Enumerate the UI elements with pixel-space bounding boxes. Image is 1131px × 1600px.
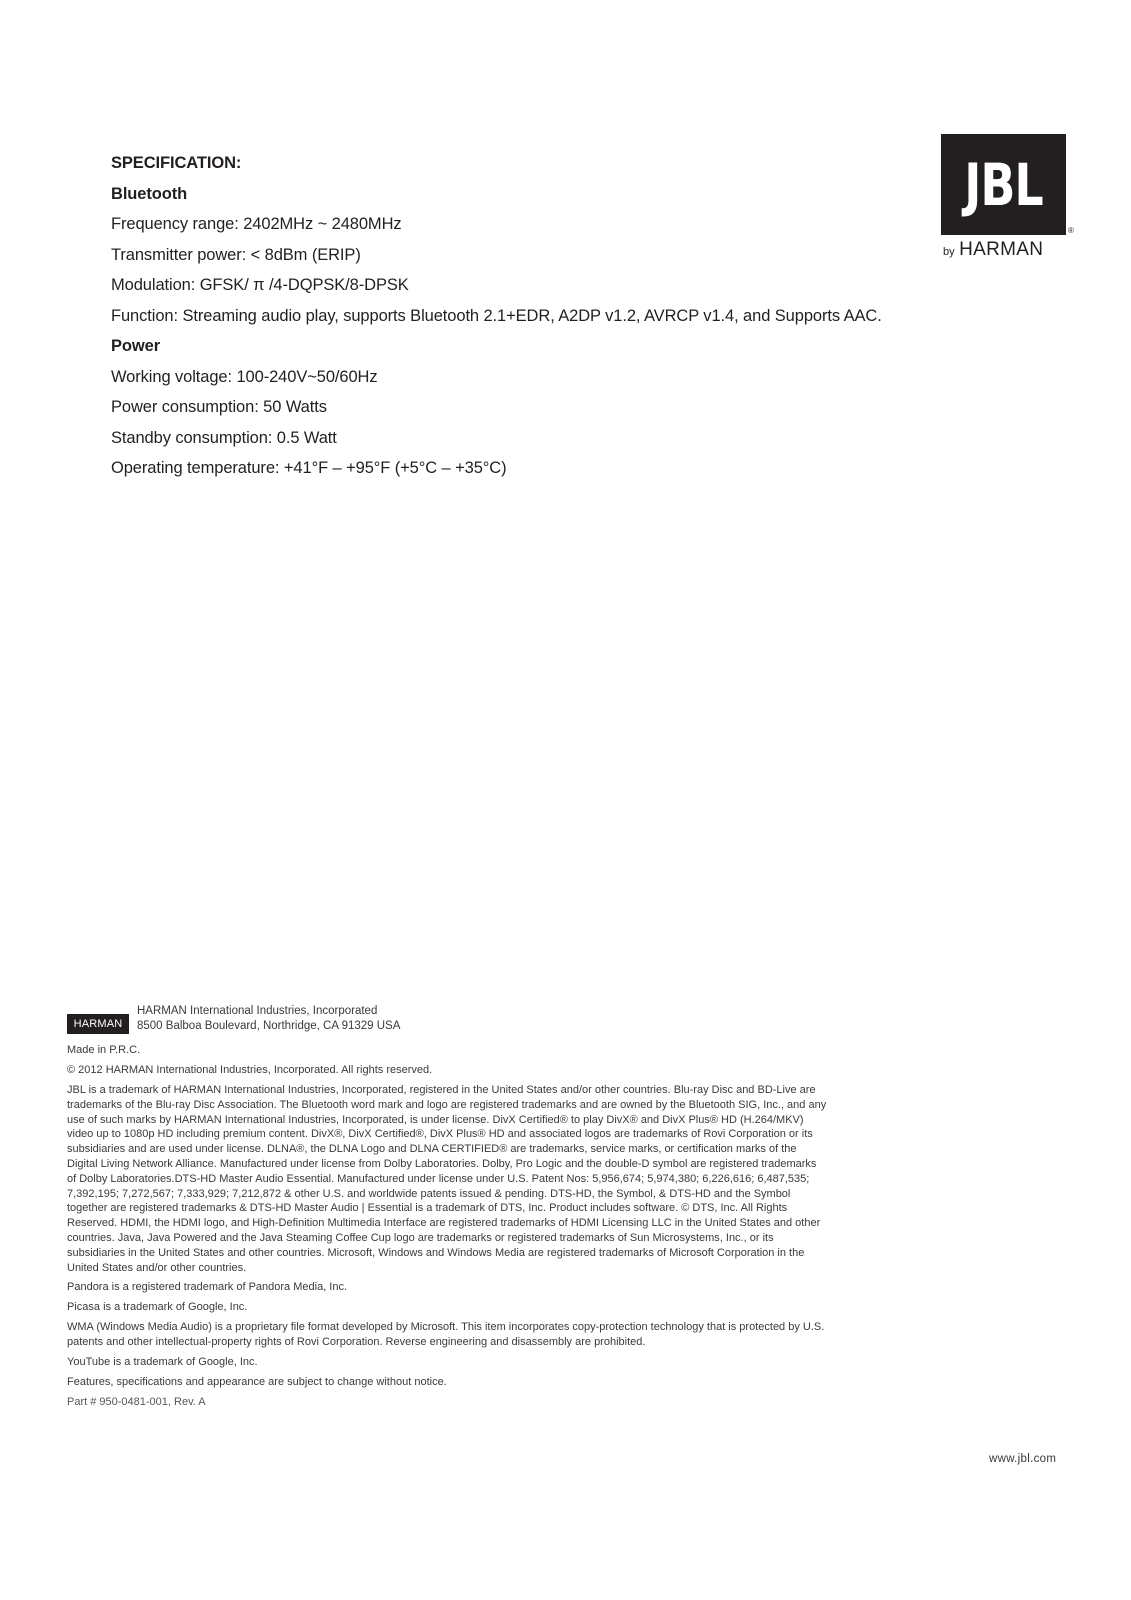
jbl-wordmark: JBL: [964, 150, 1043, 219]
pandora-notice: Pandora is a registered trademark of Pandora Media, Inc.: [67, 1281, 348, 1294]
harman-text: HARMAN: [959, 239, 1044, 260]
youtube-notice: YouTube is a trademark of Google, Inc.: [67, 1356, 258, 1369]
spec-modulation: Modulation: GFSK/ π /4-DQPSK/8-DPSK: [111, 276, 409, 294]
bluetooth-heading: Bluetooth: [111, 184, 188, 203]
jbl-by-harman-logo: [941, 134, 1081, 264]
spec-frequency-range: Frequency range: 2402MHz ~ 2480MHz: [111, 215, 402, 233]
spec-standby-consumption: Standby consumption: 0.5 Watt: [111, 428, 337, 447]
company-name: HARMAN International Industries, Incorporated: [137, 1005, 378, 1017]
spec-working-voltage: Working voltage: 100-240V~50/60Hz: [111, 367, 378, 386]
harman-logo-badge: HARMAN: [67, 1014, 129, 1034]
trademark-notice: JBL is a trademark of HARMAN International Industries, Incorporated, registered in the United States and/or other countries. Blu-ray Disc and BD-Live are trademarks of the Blu-ray Disc Association. The Bluetooth word mark and logo are registered trademarks and are owned by the Bluetooth SIG, Inc., and any use of such marks by HARMAN International Industries, Incorporated, is under license. DivX Certified® to play DivX® and DivX Plus® HD (H.264/MKV) video up to 1080p HD including premium content. DivX®, DivX Certified®, DivX Plus® HD and associated logos are trademarks of Rovi Corporation or its subsidiaries and are used under license. DLNA®, the DLNA Logo and DLNA CERTIFIED® are trademarks, service marks, or certification marks of the Digital Living Network Alliance. Manufactured under license from Dolby Laboratories. Dolby, Pro Logic and the double-D symbol are registered trademarks of Dolby Laboratories.DTS-HD Master Audio Essential. Manufactured under license under U.S. Patent Nos: 5,956,674; 5,974,380; 6,226,616; 6,487,535; 7,392,195; 7,272,567; 7,333,929; 7,212,872 & other U.S. and worldwide patents issued & pending. DTS-HD, the Symbol, & DTS-HD and the Symbol together are registered trademarks & DTS-HD Master Audio | Essential is a trademark of DTS, Inc. Product includes software. © DTS, Inc. All Rights Reserved. HDMI, the HDMI logo, and High-Definition Multimedia Interface are registered trademarks of HDMI Licensing LLC in the United States and other countries. Java, Java Powered and the Java Steaming Coffee Cup logo are trademarks or registered trademarks of Sun Microsystems, Inc., or its subsidiaries in the United States and other countries. Microsoft, Windows and Windows Media are registered trademarks of Microsoft Corporation in the United States and/or other countries.: [67, 1084, 827, 1274]
spec-power-consumption: Power consumption: 50 Watts: [111, 398, 327, 416]
spec-title: SPECIFICATION:: [111, 154, 242, 172]
made-in: Made in P.R.C.: [67, 1044, 141, 1056]
part-number: Part # 950-0481-001, Rev. A: [67, 1396, 206, 1409]
by-harman-wordmark: [943, 239, 1043, 261]
specification-section: [111, 148, 1011, 484]
legal-footer: [67, 1004, 827, 1415]
company-address-row: [67, 1004, 827, 1034]
street-address: 8500 Balboa Boulevard, Northridge, CA 91329 USA: [137, 1020, 401, 1032]
website-url: www.jbl.com: [989, 1453, 1057, 1465]
wma-notice: WMA (Windows Media Audio) is a proprietary file format developed by Microsoft. This item incorporates copy-protection technology that is protected by U.S. patents and other intellectual-property rights of Rovi Corporation. Reverse engineering and disassembly are prohibited.: [67, 1321, 825, 1349]
features-notice: Features, specifications and appearance are subject to change without notice.: [67, 1376, 447, 1389]
company-address: [137, 1004, 400, 1034]
jbl-logo-box: [941, 134, 1066, 235]
by-text: by: [943, 246, 955, 258]
spec-operating-temperature: Operating temperature: +41°F – +95°F (+5°C – +35°C): [111, 459, 507, 477]
registered-mark: ®: [1068, 226, 1074, 235]
copyright: © 2012 HARMAN International Industries, Incorporated. All rights reserved.: [67, 1064, 433, 1076]
spec-transmitter-power: Transmitter power: < 8dBm (ERIP): [111, 245, 361, 264]
spec-function: Function: Streaming audio play, supports Bluetooth 2.1+EDR, A2DP v1.2, AVRCP v1.4, and Supports AAC.: [111, 306, 882, 325]
power-heading: Power: [111, 337, 161, 355]
picasa-notice: Picasa is a trademark of Google, Inc.: [67, 1301, 248, 1314]
